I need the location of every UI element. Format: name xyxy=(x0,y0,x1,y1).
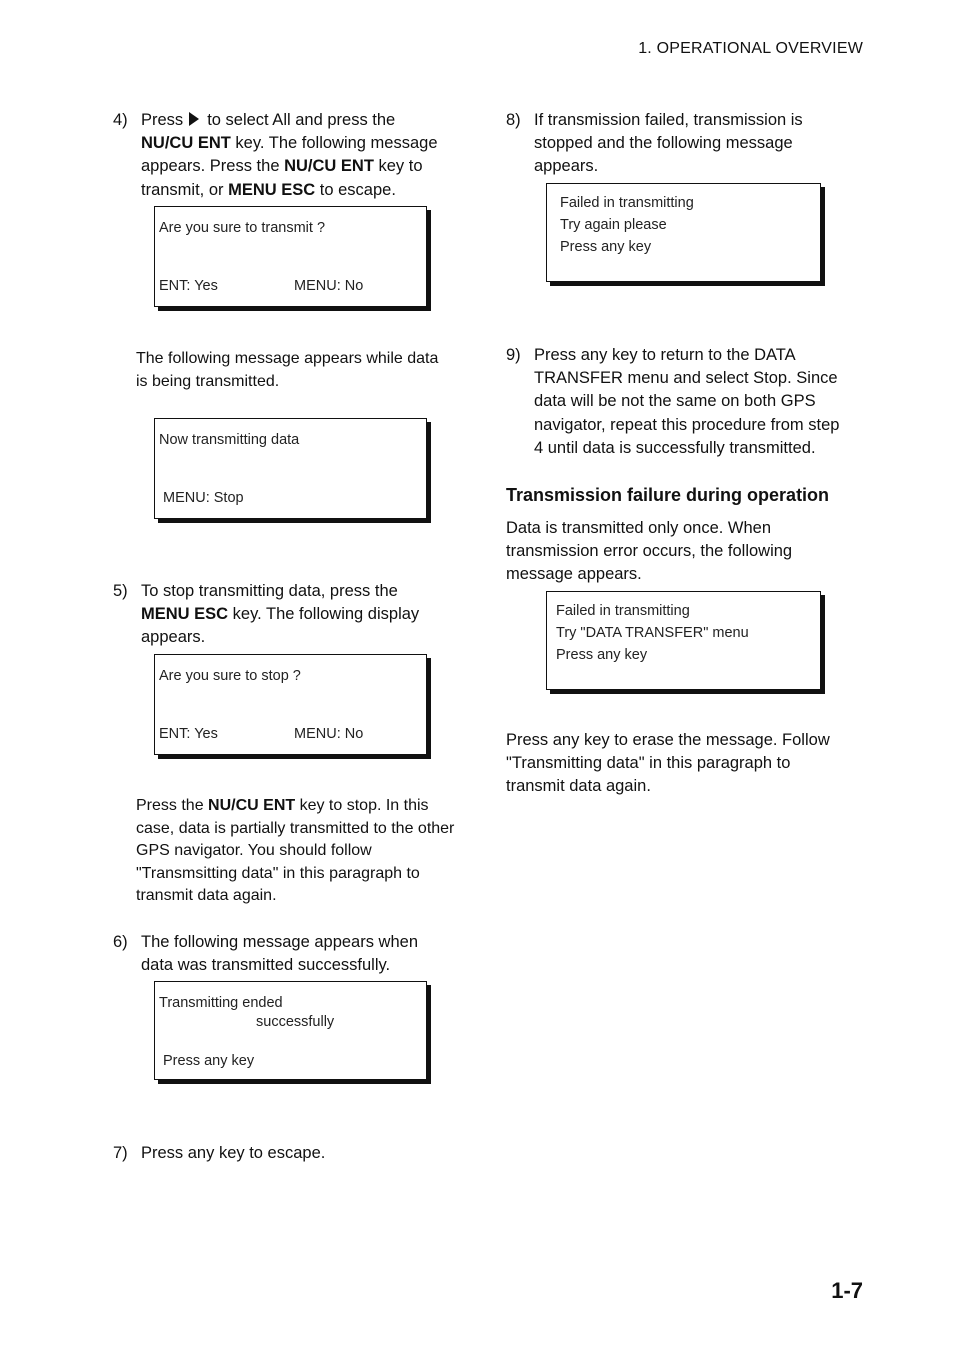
lcd-confirm-transmit xyxy=(154,206,427,307)
step-4 xyxy=(113,109,473,203)
lcd-message: Are you sure to transmit ? xyxy=(159,220,326,236)
paragraph-transmitted-once: Data is transmitted only once. When transmission error occurs, the following message appears. xyxy=(506,519,793,584)
step-line: Press to select All and press the xyxy=(141,111,396,129)
lcd-confirm-stop xyxy=(154,654,427,755)
page-number: 1-7 xyxy=(831,1278,863,1303)
lcd-failed-try-again xyxy=(546,183,821,282)
key-name: NU/CU ENT xyxy=(284,157,374,176)
lcd-option-stop: MENU: Stop xyxy=(163,490,244,506)
step-line: appears. Press the NU/CU ENT key to xyxy=(141,157,423,176)
right-arrow-icon xyxy=(189,112,199,126)
lcd-now-transmitting xyxy=(154,418,427,519)
lcd-transmitting-ended xyxy=(154,981,427,1080)
lcd-message: Try "DATA TRANSFER" menu xyxy=(556,625,749,641)
key-name: MENU ESC xyxy=(141,605,229,624)
step-number: 5) xyxy=(113,582,128,600)
paragraph-while-transmitting: The following message appears while data is being transmitted. xyxy=(136,350,439,391)
lcd-message: successfully xyxy=(256,1014,335,1030)
key-name: NU/CU ENT xyxy=(208,797,296,814)
running-header: 1. OPERATIONAL OVERVIEW xyxy=(638,40,863,57)
lcd-option-yes: ENT: Yes xyxy=(159,278,218,294)
lcd-message: Are you sure to stop ? xyxy=(159,668,301,684)
paragraph-stop-info: Press the NU/CU ENT key to stop. In this case, data is partially transmitted to the other GPS navigator. You should follow "Transmsitting data" in this paragraph to transmit data again. xyxy=(136,797,455,905)
lcd-message: Try again please xyxy=(560,217,667,233)
step-number: 6) xyxy=(113,933,128,951)
lcd-option-no: MENU: No xyxy=(294,726,364,742)
lcd-message: Now transmitting data xyxy=(159,432,300,448)
step-6: 6) The following message appears when data was transmitted successfully. xyxy=(113,933,418,975)
lcd-option-no: MENU: No xyxy=(294,278,364,294)
step-line: NU/CU ENT key. The following message xyxy=(141,134,438,153)
lcd-option-yes: ENT: Yes xyxy=(159,726,218,742)
lcd-message: Failed in transmitting xyxy=(556,603,690,619)
lcd-prompt: Press any key xyxy=(556,647,648,663)
lcd-prompt: Press any key xyxy=(560,239,652,255)
lcd-message: Failed in transmitting xyxy=(560,195,694,211)
key-name: NU/CU ENT xyxy=(141,134,231,153)
key-name: MENU ESC xyxy=(228,180,316,199)
step-9: 9) Press any key to return to the DATA TRANSFER menu and select Stop. Since data will be not the same on both GPS navigator, repeat this procedure from step 4 until data is successfully transmitted. xyxy=(506,346,840,457)
step-line: transmit, or MENU ESC to escape. xyxy=(141,180,396,199)
step-number: 4) xyxy=(113,111,128,129)
step-number: 7) xyxy=(113,1144,128,1162)
lcd-message: Transmitting ended xyxy=(159,995,283,1011)
step-number: 9) xyxy=(506,346,521,364)
section-heading: Transmission failure during operation xyxy=(506,485,830,505)
step-number: 8) xyxy=(506,111,521,129)
lcd-prompt: Press any key xyxy=(163,1053,255,1069)
step-5: 5) To stop transmitting data, press the MENU ESC key. The following display appears. xyxy=(113,582,420,647)
lcd-failed-try-menu xyxy=(546,591,821,690)
step-7: 7) Press any key to escape. xyxy=(113,1142,473,1166)
step-8: 8) If transmission failed, transmission is stopped and the following message appears. xyxy=(506,111,803,176)
paragraph-erase-message: Press any key to erase the message. Follow "Transmitting data" in this paragraph to transmit data again. xyxy=(506,731,830,796)
